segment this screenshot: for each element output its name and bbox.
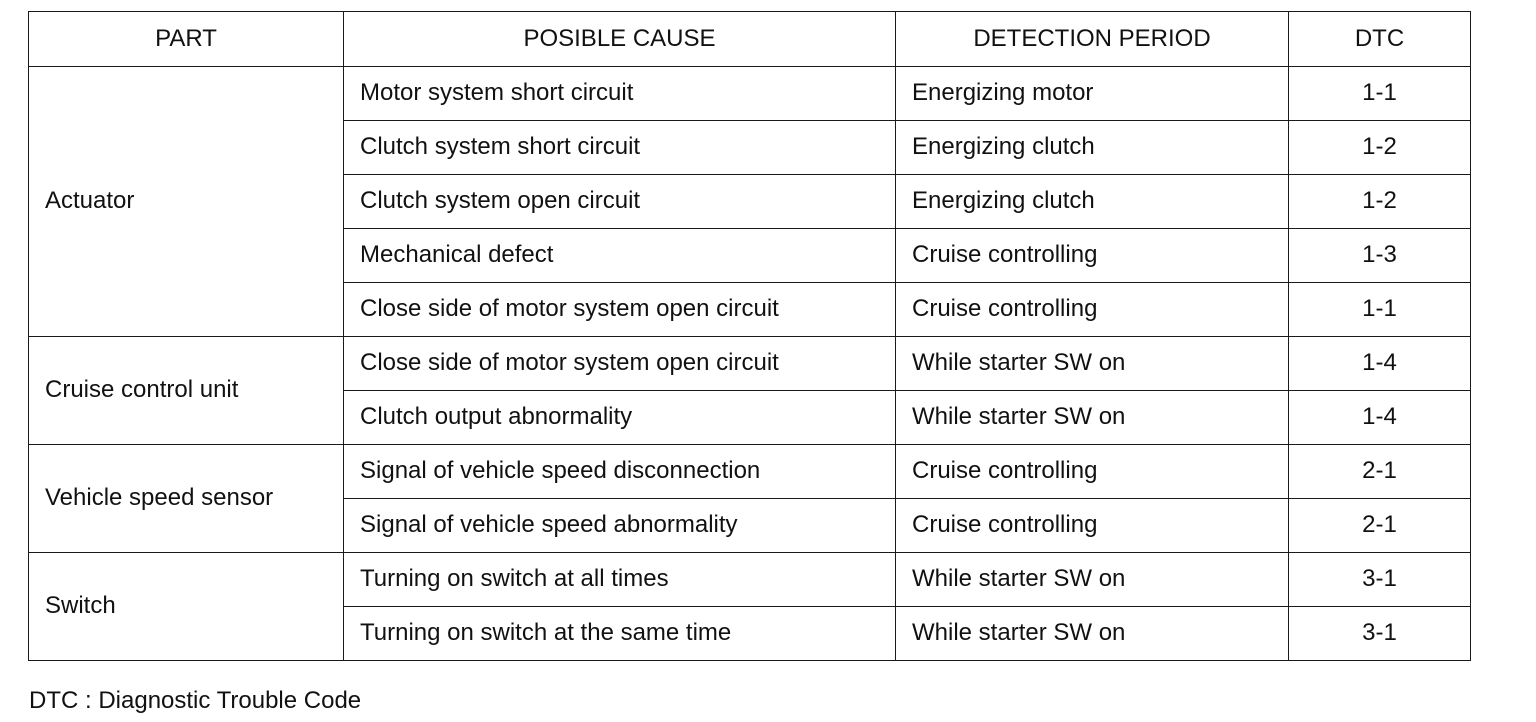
cause-cell: Close side of motor system open circuit	[344, 337, 896, 391]
dtc-cell: 1-4	[1289, 391, 1471, 445]
dtc-cell: 1-1	[1289, 283, 1471, 337]
period-cell: While starter SW on	[896, 391, 1289, 445]
table-row	[29, 445, 1471, 499]
header-dtc: DTC	[1289, 12, 1471, 67]
cause-cell: Motor system short circuit	[344, 67, 896, 121]
period-cell: Energizing clutch	[896, 121, 1289, 175]
period-cell: Cruise controlling	[896, 229, 1289, 283]
dtc-cell: 1-2	[1289, 121, 1471, 175]
dtc-table	[28, 11, 1471, 661]
table-header	[29, 12, 1471, 67]
dtc-cell: 1-2	[1289, 175, 1471, 229]
cause-cell: Clutch system short circuit	[344, 121, 896, 175]
cause-cell: Signal of vehicle speed disconnection	[344, 445, 896, 499]
cause-cell: Signal of vehicle speed abnormality	[344, 499, 896, 553]
header-row	[29, 12, 1471, 67]
part-cell-actuator: Actuator	[29, 67, 344, 337]
period-cell: Energizing motor	[896, 67, 1289, 121]
period-cell: While starter SW on	[896, 607, 1289, 661]
period-cell: Energizing clutch	[896, 175, 1289, 229]
table-row	[29, 337, 1471, 391]
dtc-cell: 1-4	[1289, 337, 1471, 391]
period-cell: Cruise controlling	[896, 283, 1289, 337]
header-possible-cause: POSIBLE CAUSE	[344, 12, 896, 67]
cause-cell: Clutch output abnormality	[344, 391, 896, 445]
cause-cell: Turning on switch at the same time	[344, 607, 896, 661]
period-cell: Cruise controlling	[896, 499, 1289, 553]
table-body	[29, 67, 1471, 661]
period-cell: Cruise controlling	[896, 445, 1289, 499]
dtc-cell: 2-1	[1289, 445, 1471, 499]
header-detection-period: DETECTION PERIOD	[896, 12, 1289, 67]
part-cell-switch: Switch	[29, 553, 344, 661]
footnote: DTC : Diagnostic Trouble Code	[29, 687, 362, 714]
cause-cell: Turning on switch at all times	[344, 553, 896, 607]
cause-cell: Mechanical defect	[344, 229, 896, 283]
table-row	[29, 67, 1471, 121]
period-cell: While starter SW on	[896, 337, 1289, 391]
dtc-cell: 1-1	[1289, 67, 1471, 121]
part-cell-cruise-control-unit: Cruise control unit	[29, 337, 344, 445]
dtc-cell: 1-3	[1289, 229, 1471, 283]
table-row	[29, 553, 1471, 607]
dtc-cell: 2-1	[1289, 499, 1471, 553]
cause-cell: Close side of motor system open circuit	[344, 283, 896, 337]
part-cell-vehicle-speed-sensor: Vehicle speed sensor	[29, 445, 344, 553]
period-cell: While starter SW on	[896, 553, 1289, 607]
dtc-cell: 3-1	[1289, 553, 1471, 607]
header-part: PART	[29, 12, 344, 67]
cause-cell: Clutch system open circuit	[344, 175, 896, 229]
dtc-cell: 3-1	[1289, 607, 1471, 661]
